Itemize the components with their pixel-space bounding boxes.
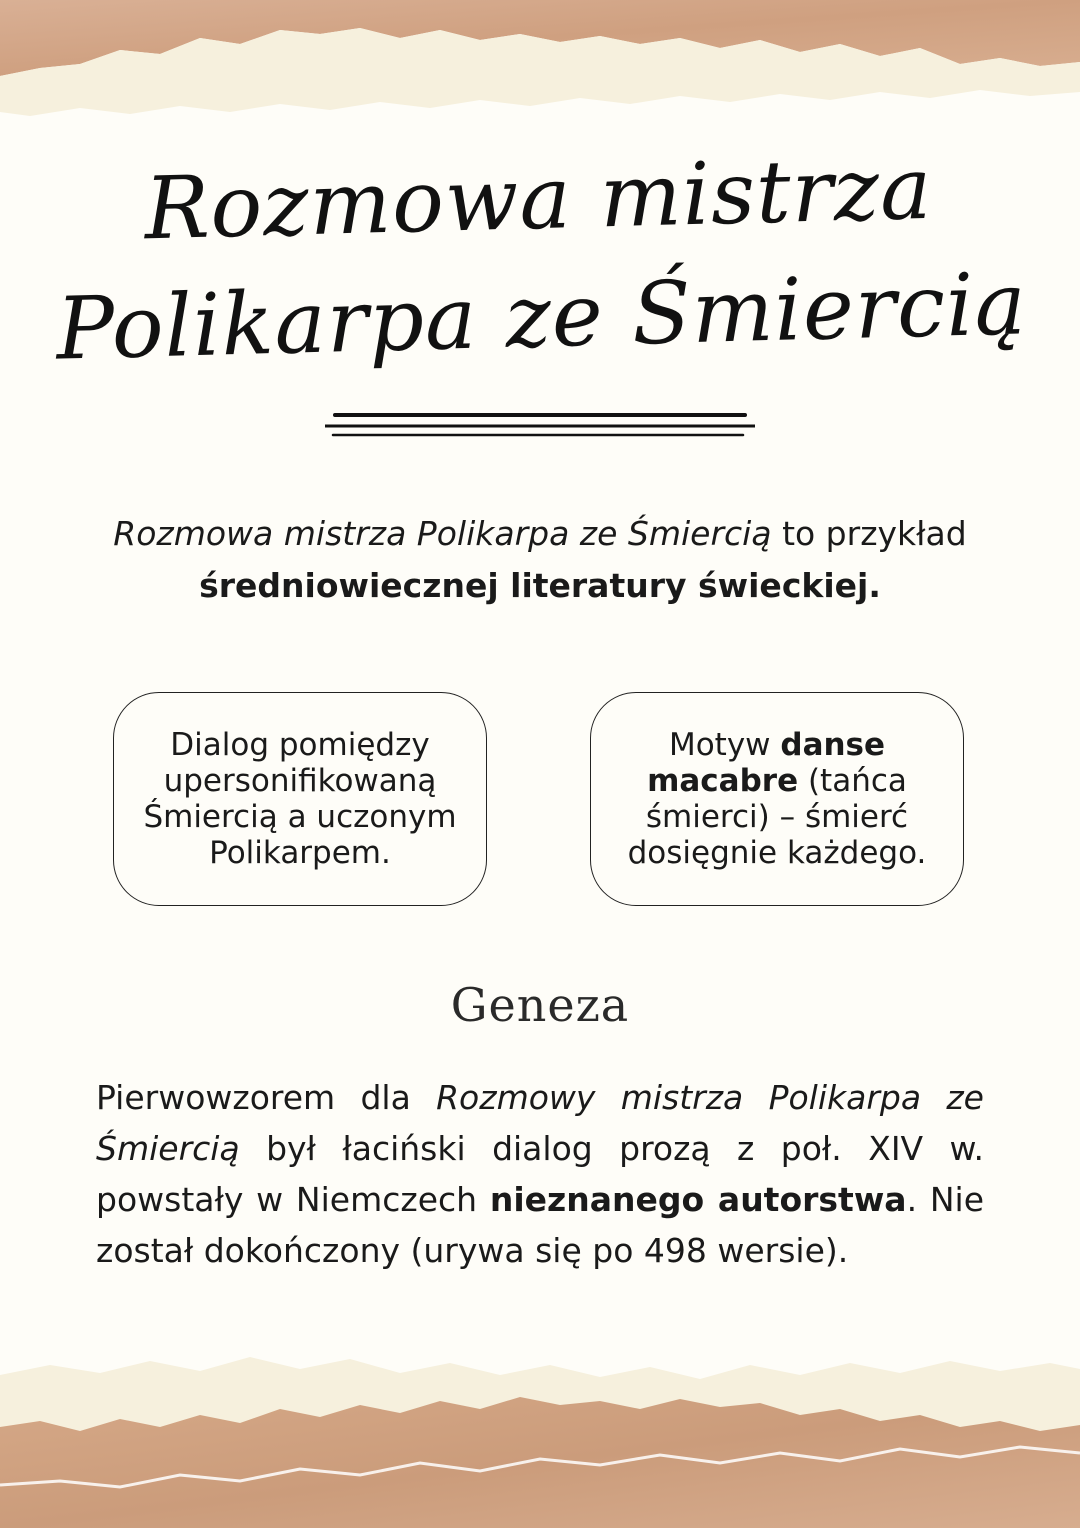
geneza-heading: Geneza bbox=[450, 978, 630, 1032]
danse-macabre-term: danse macabre bbox=[647, 727, 886, 799]
intro-paragraph bbox=[60, 508, 1020, 612]
page-title bbox=[37, 127, 1043, 389]
intro-plain-text: to przykład bbox=[771, 514, 967, 553]
title-line-1: Rozmowa mistrza bbox=[143, 138, 934, 260]
geneza-text-3: . Nie został dokończony (urywa się po 498 wersie). bbox=[96, 1180, 984, 1270]
title-line-2: Polikarpa ze Śmiercią bbox=[55, 254, 1029, 380]
intro-bold-text: średniowiecznej literatury świeckiej. bbox=[199, 566, 881, 605]
info-box-danse-macabre bbox=[590, 692, 964, 906]
danse-prefix: Motyw bbox=[668, 727, 781, 763]
intro-work-title: Rozmowa mistrza Polikarpa ze Śmiercią bbox=[113, 514, 772, 553]
info-box-dialog bbox=[113, 692, 487, 906]
geneza-text-1: Pierwowzorem dla bbox=[96, 1078, 437, 1117]
geneza-text-2: był łaciński dialog prozą z poł. XIV w. powstały w Niemczech bbox=[96, 1129, 984, 1219]
geneza-bold-text: nieznanego autorstwa bbox=[489, 1180, 907, 1219]
danse-suffix: (tańca śmierci) – śmierć dosięgnie każdego. bbox=[627, 763, 927, 871]
torn-paper-bottom-decoration bbox=[0, 1335, 1080, 1528]
geneza-paragraph bbox=[96, 1072, 984, 1276]
title-underline-decoration bbox=[325, 410, 755, 440]
geneza-work-title: Rozmowy mistrza Polikarpa ze Śmiercią bbox=[96, 1078, 984, 1168]
info-box-danse-macabre-text bbox=[613, 727, 941, 871]
info-box-dialog-text: Dialog pomiędzy upersonifikowaną Śmiercią a uczonym Polikarpem. bbox=[143, 727, 457, 871]
